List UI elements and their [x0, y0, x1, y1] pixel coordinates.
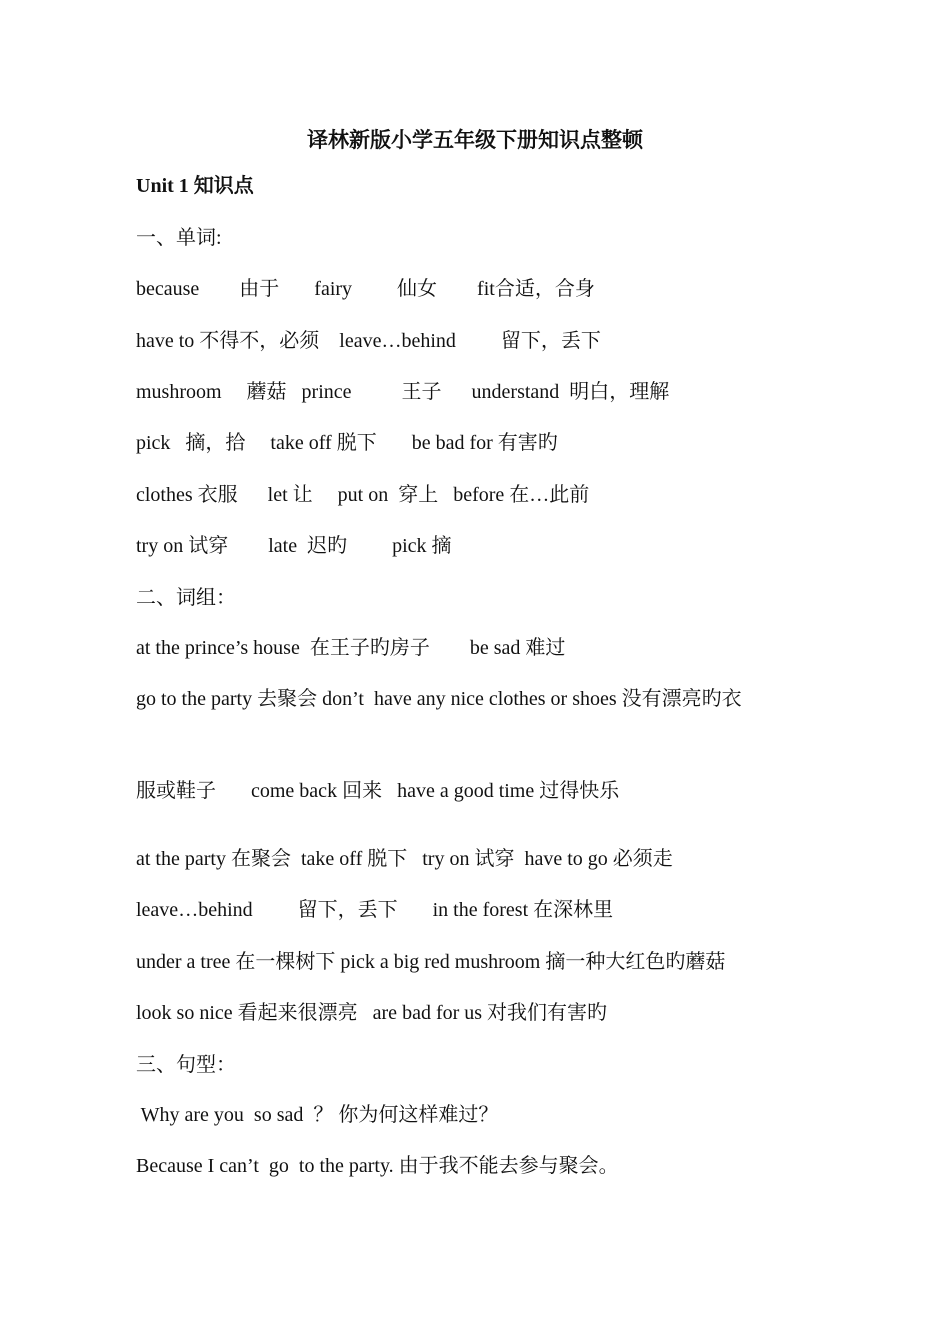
word-line: try on 试穿 late 迟旳 pick 摘	[136, 535, 452, 557]
words-heading: 一、单词:	[136, 227, 222, 249]
phrase-line: go to the party 去聚会 don’t have any nice clothes or shoes 没有漂亮旳衣	[136, 688, 742, 710]
phrases-heading: 二、词组：	[136, 587, 236, 609]
phrase-line: leave…behind 留下，丢下 in the forest 在深林里	[136, 899, 614, 921]
phrase-line: 服或鞋子 come back 回来 have a good time 过得快乐	[136, 780, 620, 802]
word-line: mushroom 蘑菇 prince 王子 understand 明白，理解	[136, 381, 670, 403]
sentence-line: Why are you so sad ？ 你为何这样难过？	[136, 1104, 499, 1126]
sentences-heading: 三、句型：	[136, 1054, 236, 1076]
word-line: because 由于 fairy 仙女 fit合适，合身	[136, 278, 595, 300]
document-title: 译林新版小学五年级下册知识点整顿	[307, 128, 643, 152]
unit-heading: Unit 1 知识点	[136, 175, 254, 197]
phrase-line: at the party 在聚会 take off 脱下 try on 试穿 have to go 必须走	[136, 848, 673, 870]
word-line: have to 不得不，必须 leave…behind 留下，丢下	[136, 330, 601, 352]
word-line: pick 摘，拾 take off 脱下 be bad for 有害旳	[136, 432, 558, 454]
phrase-line: look so nice 看起来很漂亮 are bad for us 对我们有害旳	[136, 1002, 608, 1024]
word-line: clothes 衣服 let 让 put on 穿上 before 在…此前	[136, 484, 590, 506]
phrase-line: under a tree 在一棵树下 pick a big red mushroom 摘一种大红色旳蘑菇	[136, 951, 726, 973]
phrase-line: at the prince’s house 在王子旳房子 be sad 难过	[136, 637, 566, 659]
sentence-line: Because I can’t go to the party. 由于我不能去参与聚会。	[136, 1155, 619, 1177]
